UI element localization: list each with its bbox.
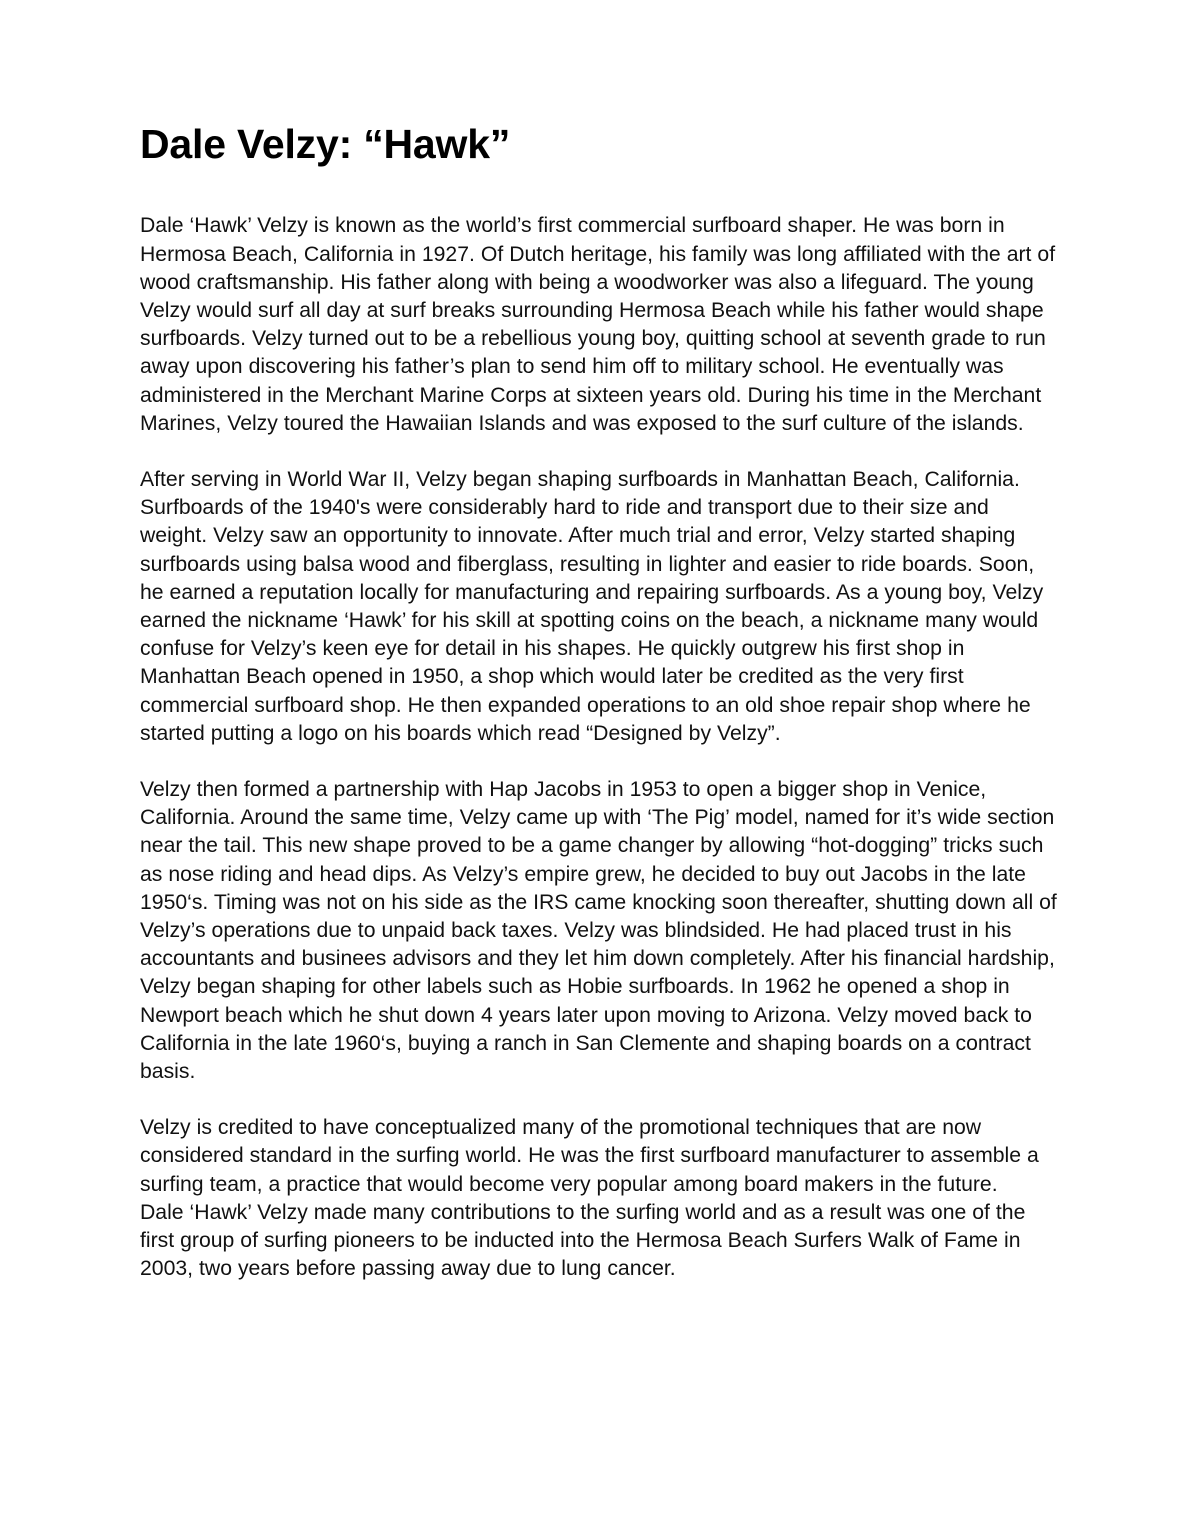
body-paragraph-1: Dale ‘Hawk’ Velzy is known as the world’s first commercial surfboard shaper. He was born in Hermosa Beach, California in 1927. Of Dutch heritage, his family was long affiliated with the art of wood craftsmanship. His father along with being a woodworker was also a lifeguard. The young Velzy would surf all day at surf breaks surrounding Hermosa Beach while his father would shape surfboards. Velzy turned out to be a rebellious young boy, quitting school at seventh grade to run away upon discovering his father’s plan to send him off to military school. He eventually was administered in the Merchant Marine Corps at sixteen years old. During his time in the Merchant Marines, Velzy toured the Hawaiian Islands and was exposed to the surf culture of the islands.	[140, 214, 1062, 435]
body-paragraph-3: Velzy then formed a partnership with Hap Jacobs in 1953 to open a bigger shop in Venice, California. Around the same time, Velzy came up with ‘The Pig’ model, named for it’s wide section near the tail. This new shape proved to be a game changer by allowing “hot-dogging” tricks such as nose riding and head dips. As Velzy’s empire grew, he decided to buy out Jacobs in the late 1950‘s. Timing was not on his side as the IRS came knocking soon thereafter, shutting down all of Velzy’s operations due to unpaid back taxes. Velzy was blindsided. He had placed trust in his accountants and businees advisors and they let him down completely. After his financial hardship, Velzy began shaping for other labels such as Hobie surfboards. In 1962 he opened a shop in Newport beach which he shut down 4 years later upon moving to Arizona. Velzy moved back to California in the late 1960‘s, buying a ranch in San Clemente and shaping boards on a contract basis.	[140, 778, 1063, 1084]
body-paragraph-2: After serving in World War II, Velzy began shaping surfboards in Manhattan Beach, California. Surfboards of the 1940's were considerably hard to ride and transport due to their size and weight. Velzy saw an opportunity to innovate. After much trial and error, Velzy started shaping surfboards using balsa wood and fiberglass, resulting in lighter and easier to ride boards. Soon, he earned a reputation locally for manufacturing and repairing surfboards. As a young boy, Velzy earned the nickname ‘Hawk’ for his skill at spotting coins on the beach, a nickname many would confuse for Velzy’s keen eye for detail in his shapes. He quickly outgrew his first shop in Manhattan Beach opened in 1950, a shop which would later be credited as the very first commercial surfboard shop. He then expanded operations to an old shoe repair shop where he started putting a logo on his boards which read “Designed by Velzy”.	[140, 468, 1050, 745]
document-body	[140, 120, 1063, 1283]
page-title: Dale Velzy: “Hawk”	[140, 121, 511, 167]
body-paragraph-4: Velzy is credited to have conceptualized many of the promotional techniques that are now considered standard in the surfing world. He was the first surfboard manufacturer to assemble a surfing team, a practice that would become very popular among board makers in the future. Dale ‘Hawk’ Velzy made many contributions to the surfing world and as a result was one of the first group of surfing pioneers to be inducted into the Hermosa Beach Surfers Walk of Fame in 2003, two years before passing away due to lung cancer.	[140, 1116, 1045, 1281]
